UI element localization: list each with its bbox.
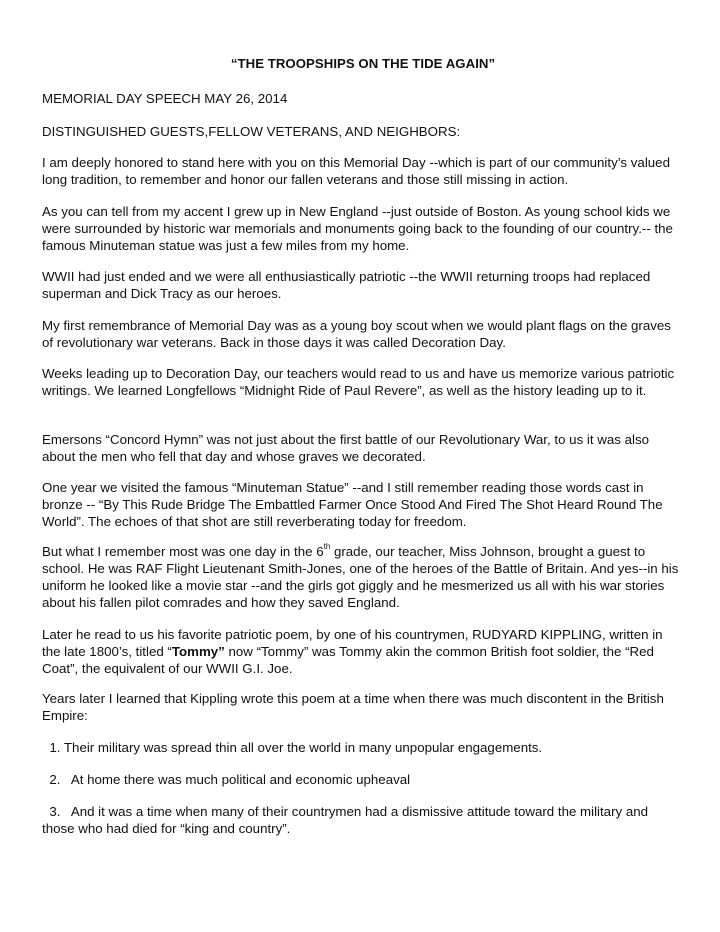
paragraph-8-start: But what I remember most was one day in the 6 — [42, 544, 324, 559]
paragraph-3: WWII had just ended and we were all enthusiastically patriotic --the WWII returning troops had replaced superman and Dick Tracy as our heroes. — [42, 269, 651, 301]
document-title: “THE TROOPSHIPS ON THE TIDE AGAIN” — [230, 56, 496, 71]
paragraph-10: Years later I learned that Kippling wrote this poem at a time when there was much discontent in the British Empire: — [42, 691, 664, 723]
paragraph-4: My first remembrance of Memorial Day was as a young boy scout when we would plant flags on the graves of revolutionary war veterans. Back in those days it was called Decoration Day. — [42, 318, 671, 350]
paragraph-9 — [42, 626, 684, 677]
list-item-1: 1. Their military was spread thin all over the world in many unpopular engagements. — [42, 740, 543, 755]
paragraph-9-rest: now “Tommy” was Tommy akin the common British foot soldier, the “Red Coat”, the equivalent of our WWII G.I. Joe. — [42, 644, 654, 676]
speech-subtitle: MEMORIAL DAY SPEECH MAY 26, 2014 — [42, 91, 288, 106]
paragraph-8-rest: grade, our teacher, Miss Johnson, brought a guest to school. He was RAF Flight Lieutenant Smith-Jones, one of the heroes of the Battle of Britain. And yes--in his uniform he looked like a movie star --and the girls got giggly and he mesmerized us all with his war stories about his fallen pilot comrades and how they saved England. — [42, 544, 679, 610]
paragraph-2: As you can tell from my accent I grew up in New England --just outside of Boston. As young school kids we were surrounded by historic war memorials and monuments going back to the founding of our country.-- the famous Minuteman statue was just a few miles from my home. — [42, 204, 673, 253]
paragraph-9-start: Later he read to us his favorite patriotic poem, by one of his countrymen, RUDYARD KIPPLING, written in the late 1800’s, titled “ — [42, 627, 663, 659]
paragraph-8 — [42, 543, 684, 611]
paragraph-1: I am deeply honored to stand here with you on this Memorial Day --which is part of our community’s valued long tradition, to remember and honor our fallen veterans and those still missing in action. — [42, 155, 670, 187]
poem-title: Tommy” — [171, 644, 225, 659]
list-item-3: 3. And it was a time when many of their countrymen had a dismissive attitude toward the military and those who had died for “king and country”. — [42, 804, 652, 836]
paragraph-6: Emersons “Concord Hymn” was not just about the first battle of our Revolutionary War, to us it was also about the men who fell that day and whose graves we decorated. — [42, 432, 649, 464]
paragraph-5: Weeks leading up to Decoration Day, our teachers would read to us and have us memorize various patriotic writings. We learned Longfellows “Midnight Ride of Paul Revere”, as well as the history leading up to it. — [42, 366, 675, 398]
list-item-2: 2. At home there was much political and economic upheaval — [42, 772, 411, 787]
ordinal-suffix: th — [323, 541, 331, 551]
paragraph-7: One year we visited the famous “Minuteman Statue” --and I still remember reading those words cast in bronze -- “By This Rude Bridge The Embattled Farmer Once Stood And Fired The Shot Heard Round The World”. The echoes of that shot are still reverberating today for freedom. — [42, 480, 663, 529]
salutation: DISTINGUISHED GUESTS,FELLOW VETERANS, AND NEIGHBORS: — [42, 124, 461, 139]
